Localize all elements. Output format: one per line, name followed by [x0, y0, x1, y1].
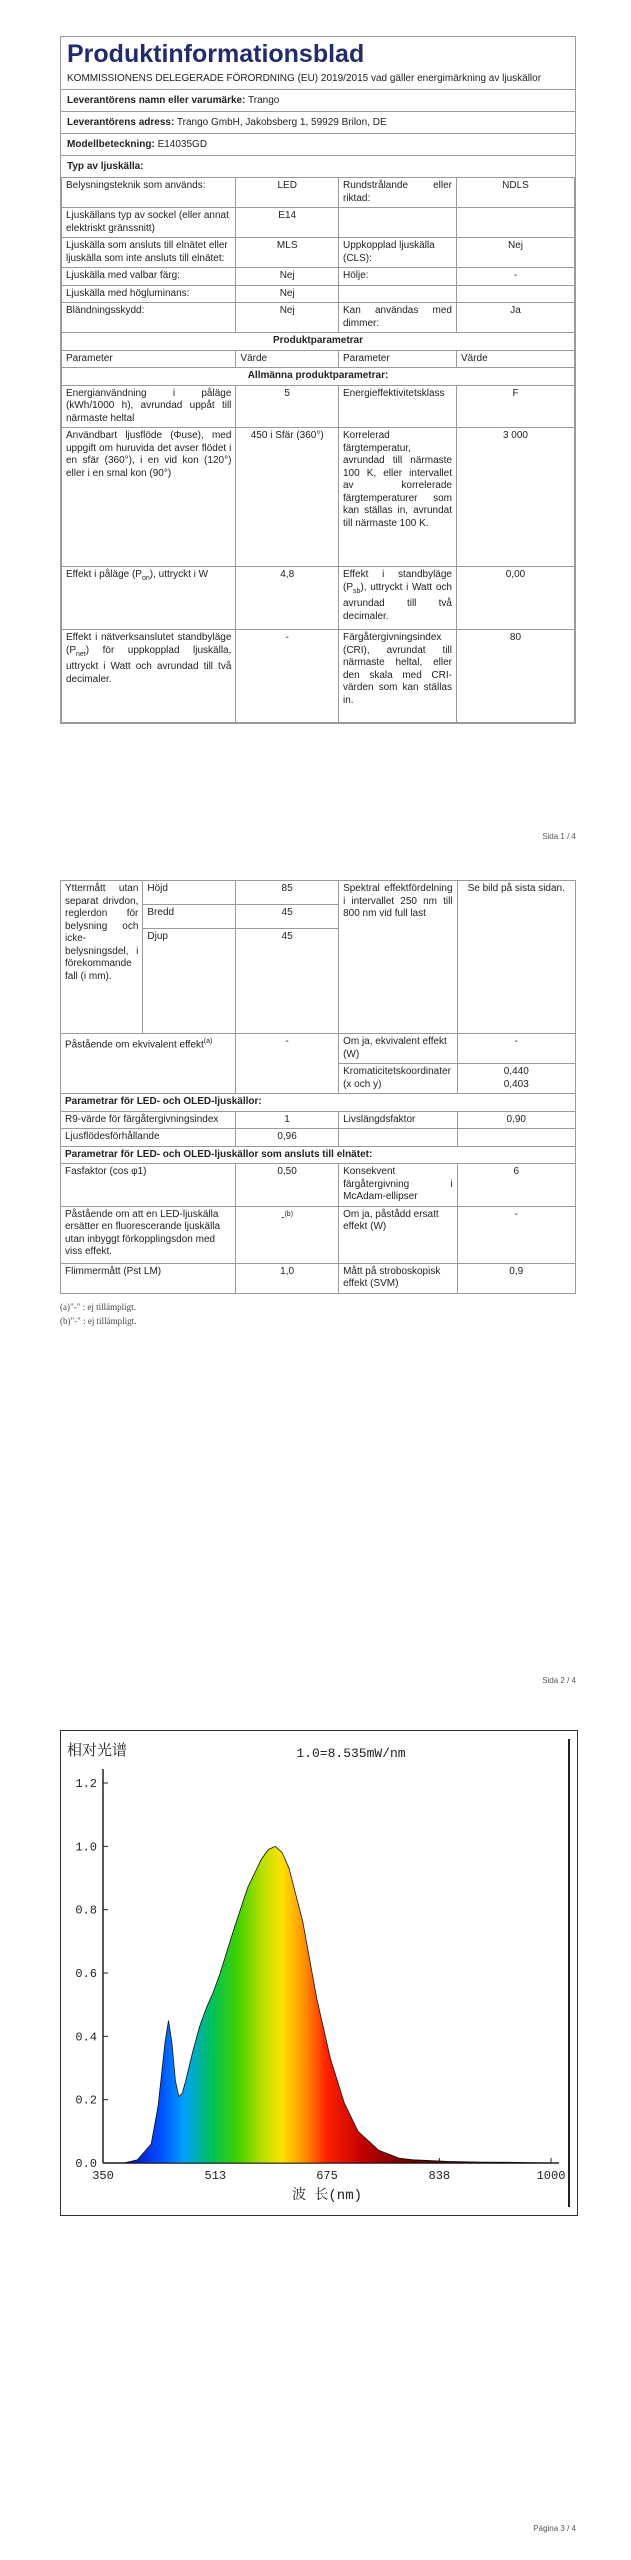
table-row: [61, 881, 576, 905]
product-params-heading: Produktparametrar: [62, 333, 575, 351]
param-label: Kan användas med dimmer:: [339, 303, 457, 333]
depth-value: 45: [236, 929, 339, 1034]
param-value: F: [456, 385, 574, 428]
table-section-row: [62, 368, 575, 386]
table-row: [61, 1034, 576, 1064]
led-params-heading: Parametrar för LED- och OLED-ljuskällor:: [61, 1094, 576, 1112]
param-label: Mått på stroboskopisk effekt (SVM): [339, 1263, 457, 1293]
general-params-heading: Allmänna produktparametrar:: [62, 368, 575, 386]
param-label: Fasfaktor (cos φ1): [61, 1164, 236, 1207]
param-label: Korrelerad färgtemperatur, avrundad till närmaste 100 K, eller intervallet av korrelerade färgtemperaturer som kan ställas in, avrundat till närmaste 100 K.: [339, 428, 457, 567]
table-row: [61, 1206, 576, 1263]
spectrum-chart-svg: [61, 1731, 577, 2215]
footnote-a: (a)"-" : ej tillämpligt.: [60, 1301, 136, 1312]
supplier-value: Trango: [248, 95, 280, 106]
param-value: Nej: [456, 238, 574, 268]
x-axis-label: 波 长(nm): [291, 2188, 363, 2204]
regulation-subtitle: KOMMISSIONENS DELEGERADE FÖRORDNING (EU) 2019/2015 vad gäller energimärkning av ljuskällor: [61, 70, 575, 90]
param-label: Ljuskälla med högluminans:: [62, 285, 236, 303]
param-label: Livslängdsfaktor: [339, 1111, 457, 1129]
page-number: Sida 1 / 4: [542, 832, 576, 841]
param-value: 1: [236, 1111, 339, 1129]
param-value: -$^{(b)}$: [236, 1206, 339, 1263]
param-label: Uppkopplad ljuskälla (CLS):: [339, 238, 457, 268]
table-row: [62, 385, 575, 428]
model-row: [61, 134, 575, 156]
param-label: [339, 208, 457, 238]
page-2: [60, 880, 576, 1685]
param-label: Energieffektivitetsklass: [339, 385, 457, 428]
table-row: [61, 1129, 576, 1147]
x-tick-label: 1000: [536, 2169, 566, 2183]
column-header: Parameter: [62, 350, 236, 368]
table-row: [62, 238, 575, 268]
param-value: 0,9: [457, 1263, 575, 1293]
mains-params-heading: Parametrar för LED- och OLED-ljuskällor som ansluts till elnätet:: [61, 1146, 576, 1164]
table-row: [62, 303, 575, 333]
supplier-label: Leverantörens namn eller varumärke:: [67, 95, 246, 106]
type-heading: Typ av ljuskälla:: [67, 161, 144, 172]
param-value: 3 000: [456, 428, 574, 567]
param-label: Effekt i standbyläge $(P_{sb})$, uttryckt i Watt och avrundad till två decimaler.: [339, 567, 457, 630]
param-label: Påstående om att en LED-ljuskälla ersätter en fluorescerande ljuskälla utan inbyggt förkopplingsdon med viss effekt.: [61, 1206, 236, 1263]
x-tick-label: 350: [92, 2169, 114, 2183]
param-label: Effekt i nätverksanslutet standbyläge $(P_{net})$ för uppkopplad ljuskälla, uttryckt i Watt och avrundad till två decimaler.: [62, 630, 236, 723]
param-label: Ljusflödesförhållande: [61, 1129, 236, 1147]
spectrum-area: [103, 1846, 551, 2163]
param-value: 0,50: [236, 1164, 339, 1207]
y-tick-label: 0.2: [75, 2093, 97, 2108]
y-tick-label: 0.0: [75, 2157, 97, 2171]
param-value: Nej: [236, 268, 339, 286]
model-value: E14035GD: [157, 139, 208, 150]
table-row: [62, 428, 575, 567]
x-tick-label: 675: [316, 2169, 338, 2183]
table-row: [62, 567, 575, 630]
table-section-row: [61, 1146, 576, 1164]
param-label: Bländningsskydd:: [62, 303, 236, 333]
chart-title: 相对光谱: [67, 1743, 128, 1760]
table-row: [62, 208, 575, 238]
param-label: Hölje:: [339, 268, 457, 286]
param-value: 1,0: [236, 1263, 339, 1293]
table-section-row: [62, 333, 575, 351]
spectral-label: Spektral effektfördelning i intervallet 250 nm till 800 nm vid full last: [339, 881, 457, 1034]
param-value: 5: [236, 385, 339, 428]
table-row: [61, 1111, 576, 1129]
param-label: Konsekvent färgåtergivning i McAdam-ellipser: [339, 1164, 457, 1207]
model-label: Modellbeteckning:: [67, 139, 155, 150]
param-label: Om ja, ekvivalent effekt (W): [339, 1034, 457, 1064]
width-label: Bredd: [143, 905, 236, 929]
column-header: Värde: [236, 350, 339, 368]
x-tick-label: 838: [428, 2169, 451, 2183]
param-label: Energianvändning i påläge (kWh/1000 h), avrundad uppåt till närmaste heltal: [62, 385, 236, 428]
param-value: -: [457, 1034, 575, 1064]
y-tick-label: 0.8: [75, 1903, 97, 1918]
param-value: -: [236, 630, 339, 723]
param-value: E14: [236, 208, 339, 238]
footnotes: [60, 1300, 576, 1328]
param-value: NDLS: [456, 178, 574, 208]
param-value: 80: [456, 630, 574, 723]
param-value: MLS: [236, 238, 339, 268]
table-row: [62, 630, 575, 723]
param-value: [456, 208, 574, 238]
y-tick-label: 0.6: [75, 1967, 97, 1981]
table-row: [61, 1263, 576, 1293]
param-label: Om ja, påstådd ersatt effekt (W): [339, 1206, 457, 1263]
dimensions-label: Yttermått utan separat drivdon, reglerdon för belysning och icke-belysningsdel, i förekommande fall (i mm).: [61, 881, 143, 1034]
x-tick-label: 513: [204, 2169, 227, 2183]
width-value: 45: [236, 905, 339, 929]
param-label: Ljuskälla som ansluts till elnätet eller ljuskälla som inte ansluts till elnätet:: [62, 238, 236, 268]
param-value: 4,8: [236, 567, 339, 630]
param-value: 0,00: [456, 567, 574, 630]
param-label: [339, 285, 457, 303]
param-label: Påstående om ekvivalent effekt$^{(a)}$: [61, 1034, 236, 1094]
table-row: [62, 285, 575, 303]
table-header-row: [62, 350, 575, 368]
param-value: Nej: [236, 303, 339, 333]
y-tick-label: 1.2: [75, 1777, 97, 1791]
param-value: LED: [236, 178, 339, 208]
page-title: Produktinformationsblad: [67, 40, 365, 68]
footnote-b: (b)"-" : ej tillämpligt.: [60, 1315, 137, 1326]
param-label: Belysningsteknik som används:: [62, 178, 236, 208]
depth-label: Djup: [143, 929, 236, 1034]
parameters-table: [61, 177, 575, 723]
param-value: 0,96: [236, 1129, 339, 1147]
supplier-row: [61, 90, 575, 112]
parameters-table-continued: [60, 880, 576, 1294]
param-label: Ljuskälla med valbar färg:: [62, 268, 236, 286]
chart-annotation: 1.0=8.535mW/nm: [296, 1746, 406, 1761]
product-information-sheet: [60, 36, 576, 724]
param-value: 0,90: [457, 1111, 575, 1129]
page-number: Sida 2 / 4: [542, 1676, 576, 1685]
table-row: [61, 1164, 576, 1207]
column-header: Värde: [456, 350, 574, 368]
y-tick-label: 1.0: [75, 1840, 97, 1855]
address-value: Trango GmbH, Jakobsberg 1, 59929 Brilon, DE: [176, 117, 387, 128]
param-value: Nej: [236, 285, 339, 303]
param-value: [456, 285, 574, 303]
page-number: Página 3 / 4: [533, 2524, 576, 2533]
y-tick-label: 0.4: [75, 2030, 97, 2045]
column-header: Parameter: [339, 350, 457, 368]
param-value: -: [456, 268, 574, 286]
address-label: Leverantörens adress:: [67, 117, 175, 128]
param-label: Effekt i påläge $(P_{on})$, uttryckt i W: [62, 567, 236, 630]
param-label: Rundstrålande eller riktad:: [339, 178, 457, 208]
page-1: [60, 36, 576, 841]
param-value: -: [457, 1206, 575, 1263]
table-row: [62, 268, 575, 286]
table-section-row: [61, 1094, 576, 1112]
param-value: 450 i Sfär (360°): [236, 428, 339, 567]
param-value: 0,440 0,403: [457, 1064, 575, 1094]
param-label: Kromaticitetskoordinater (x och y): [339, 1064, 457, 1094]
spectral-value: Se bild på sista sidan.: [457, 881, 575, 1034]
spectrum-chart: [60, 1730, 578, 2216]
param-label: Flimmermått (Pst LM): [61, 1263, 236, 1293]
height-label: Höjd: [143, 881, 236, 905]
height-value: 85: [236, 881, 339, 905]
param-label: Färgåtergivningsindex (CRI), avrundat till närmaste heltal, eller den skala med CRI-värden som kan ställas in.: [339, 630, 457, 723]
table-row: [62, 178, 575, 208]
param-value: 6: [457, 1164, 575, 1207]
param-label: Användbart ljusflöde (Φuse), med uppgift om huruvida det avser flödet i en sfär (360°), i en vid kon (120°) eller i en smal kon (90°): [62, 428, 236, 567]
param-value: Ja: [456, 303, 574, 333]
address-row: [61, 112, 575, 134]
param-label: Ljuskällans typ av sockel (eller annat elektriskt gränssnitt): [62, 208, 236, 238]
param-label: R9-värde för färgåtergivningsindex: [61, 1111, 236, 1129]
param-value: -: [236, 1034, 339, 1094]
